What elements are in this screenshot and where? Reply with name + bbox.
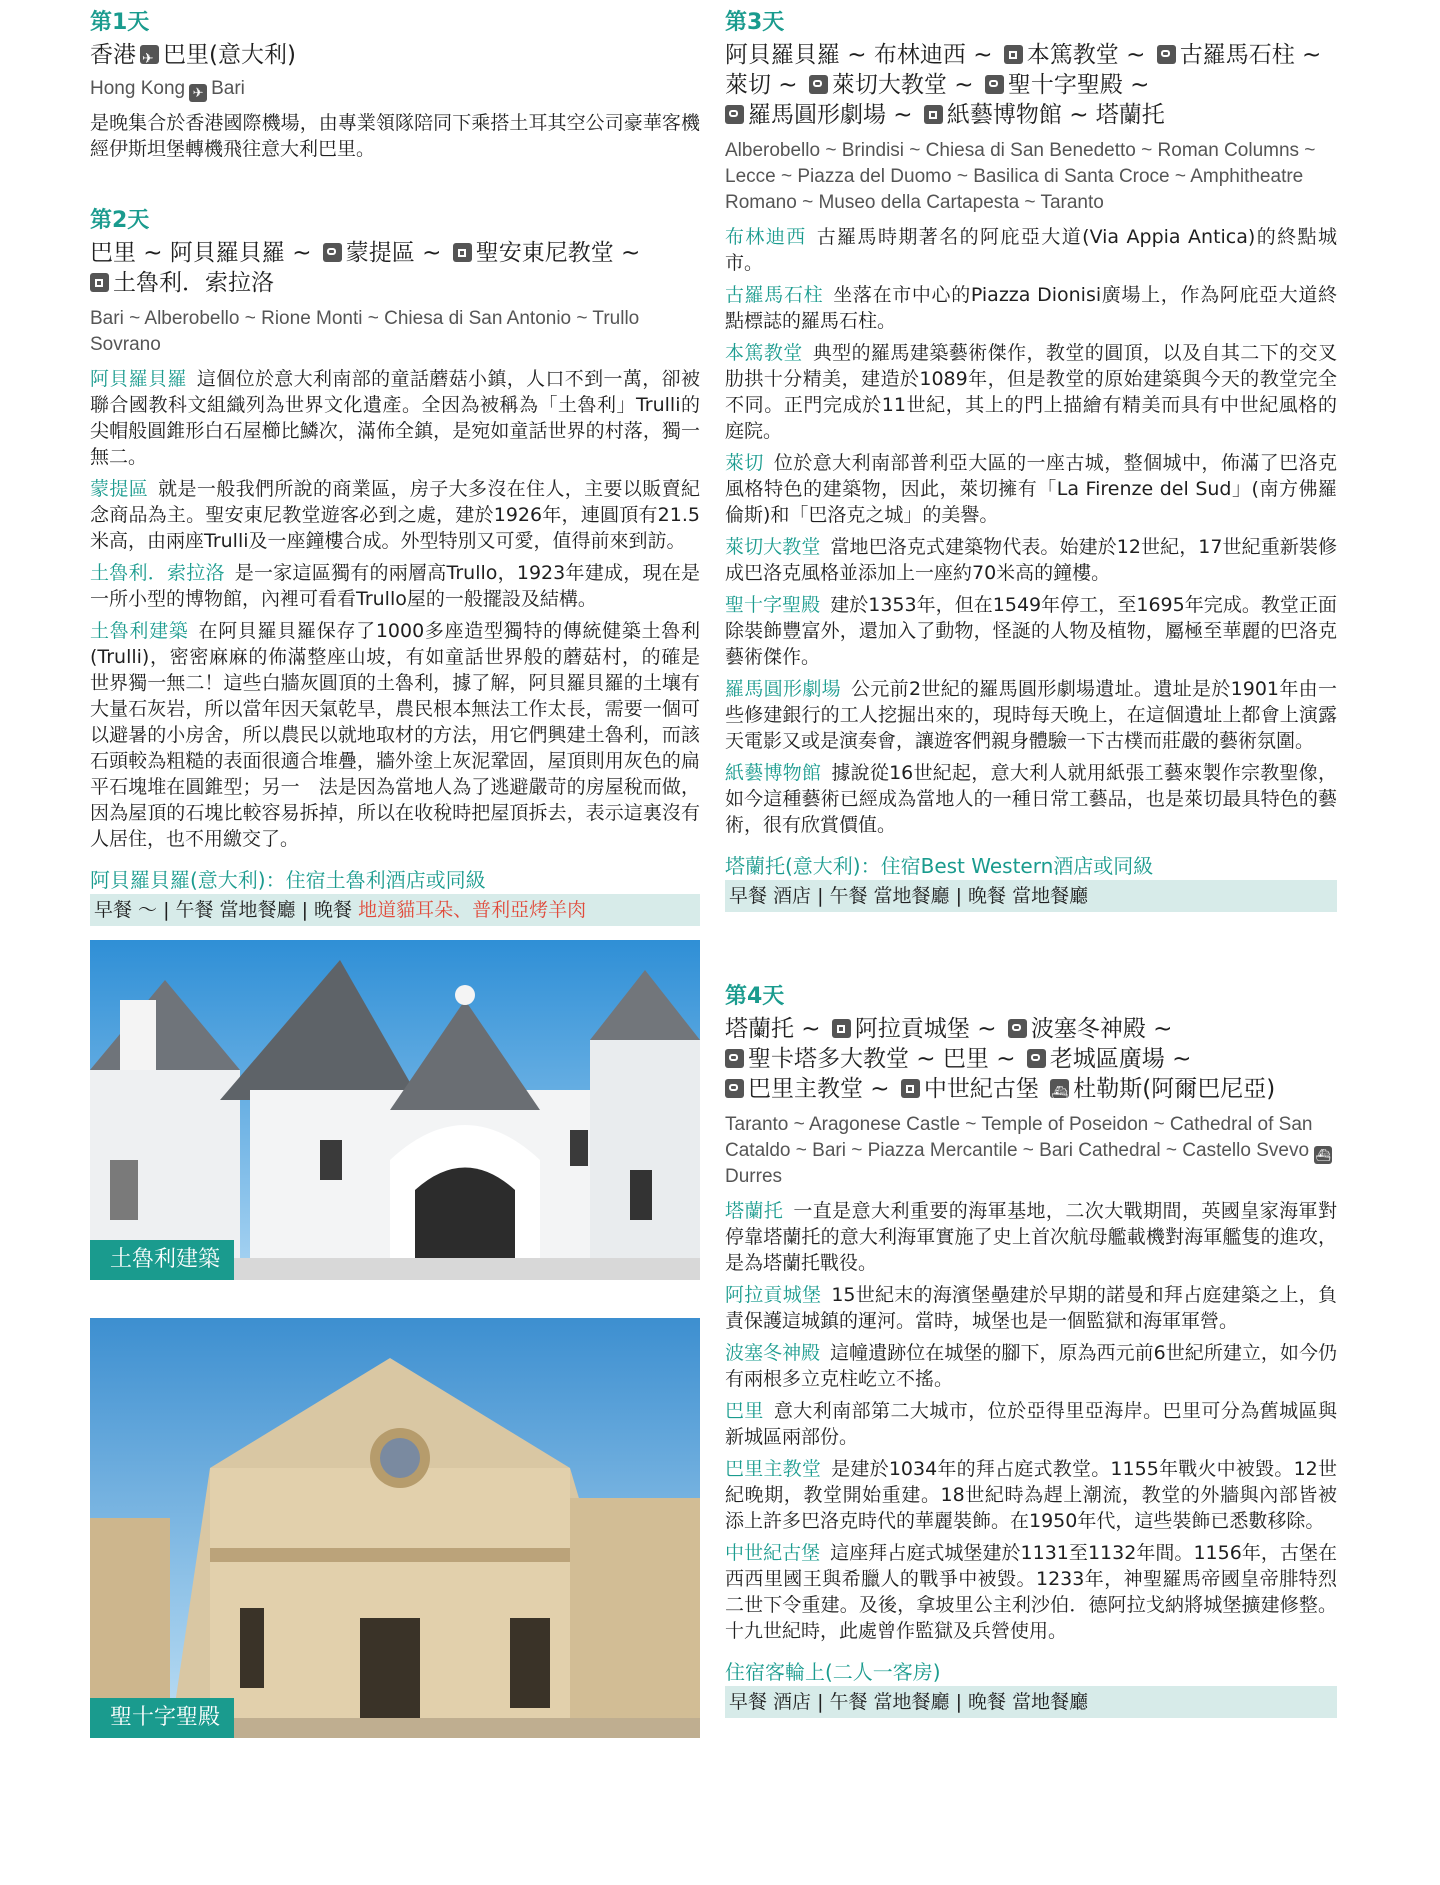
day3-route-part: 紙藝博物館 ~ 塔蘭托 [946,102,1165,128]
day2-route-part: 巴里 ~ 阿貝羅貝羅 ~ [90,240,312,266]
trulli-illustration [90,940,700,1280]
day3-item-title: 紙藝博物館 [725,762,822,784]
day4-item-title: 巴里 [725,1400,764,1422]
day1-en-to: Bari [211,78,245,99]
right-column [725,0,1337,1718]
day2-item-title: 阿貝羅貝羅 [90,368,187,390]
day4-route-part: 巴里主教堂 ~ [748,1076,890,1102]
day4-item-text: 意大利南部第二大城市，位於亞得里亞海岸。巴里可分為舊城區與新城區兩部份。 [725,1400,1337,1448]
day2-item [90,618,700,852]
day3-item-title: 布林迪西 [725,226,807,248]
day2-heading: 第2天 [90,208,150,233]
plane-icon [140,45,159,64]
day3-item-text: 典型的羅馬建築藝術傑作，教堂的圓頂，以及自其二下的交叉肋拱十分精美，建造於1089年，但是教堂的原始建築與今天的教堂完全不同。正門完成於11世紀，其上的門上描繪有精美而具有中世紀風格的庭院。 [725,342,1337,442]
day3-item-text: 公元前2世紀的羅馬圓形劇場遺址。遺址是於1901年由一些修建銀行的工人挖掘出來的，現時每天晚上，在這個遺址上都會上演露天電影又或是演奏會，讓遊客們親身體驗一下古樸而莊嚴的藝術氛圍。 [725,678,1337,752]
ship-icon [1050,1079,1069,1098]
day3-item-text: 坐落在市中心的Piazza Dionisi廣場上，作為阿庇亞大道終點標誌的羅馬石柱。 [725,284,1337,332]
day4-route-part: 杜勒斯(阿爾巴尼亞) [1073,1076,1276,1102]
day2-section [90,206,700,1738]
day3-route-part: 萊切 ~ [725,72,798,98]
day4-route-en-end: Durres [725,1166,783,1187]
day3-item-title: 本篤教堂 [725,342,803,364]
day3-route-part: 羅馬圓形劇場 ~ [748,102,913,128]
day2-item-title: 土魯利．索拉洛 [90,562,225,584]
day3-route-part: 阿貝羅貝羅 ~ 布林迪西 ~ [725,42,993,68]
day4-route-part: 老城區廣場 ~ [1049,1046,1192,1072]
day2-item-text: 這個位於意大利南部的童話蘑菇小鎮，人口不到一萬，卻被聯合國教科文組織列為世界文化遺產。全因為被稱為「土魯利」Trulli的尖帽般圓錐形白石屋櫛比鱗次，滿佈全鎮，是宛如童話世界的村落，獨一無二。 [90,368,700,468]
day3-item [725,224,1337,276]
day2-item [90,476,700,554]
day1-route-en [90,76,700,102]
day3-heading: 第3天 [725,10,785,35]
day4-route-part: 阿拉貢城堡 ~ [854,1016,997,1042]
day3-item [725,592,1337,670]
day4-route-en [725,1112,1337,1190]
day2-item-title: 土魯利建築 [90,620,189,642]
day4-item-title: 巴里主教堂 [725,1458,822,1480]
day3-accommodation: 塔蘭托(意大利)：住宿Best Western酒店或同級 [725,854,1154,878]
day2-item-text: 是一家這區獨有的兩層高Trullo，1923年建成，現在是一所小型的博物館，內裡可看看Trullo屋的一般擺設及結構。 [90,562,700,610]
day1-heading: 第1天 [90,10,150,35]
camera-icon [1157,45,1176,64]
day2-route [90,238,700,298]
day4-item [725,1198,1337,1276]
day3-item-title: 古羅馬石柱 [725,284,824,306]
day4-route-en-main: Taranto ~ Aragonese Castle ~ Temple of Poseidon ~ Cathedral of San Cataldo ~ Bari ~ Piazza Mercantile ~ Bari Cathedral ~ Castello Svevo [725,1114,1313,1161]
day2-accommodation: 阿貝羅貝羅(意大利)：住宿土魯利酒店或同級 [90,868,486,892]
day3-route-part: 本篤教堂 ~ [1026,42,1146,68]
day4-meals: 早餐 酒店 | 午餐 當地餐廳 | 晚餐 當地餐廳 [725,1686,1337,1718]
day4-item-title: 中世紀古堡 [725,1542,821,1564]
day2-meals [90,894,700,926]
day4-section [725,982,1337,1718]
day3-item-title: 聖十字聖殿 [725,594,821,616]
day3-route-part: 古羅馬石柱 ~ [1179,42,1322,68]
day3-item [725,282,1337,334]
day4-heading: 第4天 [725,984,785,1009]
day3-section [725,8,1337,912]
day3-route-en: Alberobello ~ Brindisi ~ Chiesa di San Benedetto ~ Roman Columns ~ Lecce ~ Piazza del Duomo ~ Basilica di Santa Croce ~ Amphitheatre Romano ~ Museo della Cartapesta ~ Taranto [725,140,1316,213]
day4-item [725,1456,1337,1534]
day4-item [725,1398,1337,1450]
day2-item-text: 在阿貝羅貝羅保存了1000多座造型獨特的傳統健築土魯利(Trulli)，密密麻麻的佈滿整座山坡，有如童話世界般的蘑菇村，的確是世界獨一無二！這些白牆灰圓頂的土魯利，據了解，阿貝羅貝羅的土壤有大量石灰岩，所以當年因天氣乾旱，農民根本無法工作太長，需要一個可以避暑的小房舍，所以農民以就地取材的方法，用它們興建土魯利，而該石頭較為粗糙的表面很適合堆疊，牆外塗上灰泥鞏固，屋頂則用灰色的扁平石塊堆在圓錐型；另一 法是因為當地人為了逃避嚴苛的房屋稅而做，因為屋頂的石塊比較容易拆掉，所以在收稅時把屋頂拆去，表示這裏沒有人居住，也不用繳交了。 [90,620,700,850]
camera-icon [323,243,342,262]
day3-item-title: 萊切 [725,452,764,474]
day3-item [725,450,1337,528]
day4-accommodation: 住宿客輪上(二人一客房) [725,1660,941,1684]
camera-icon [725,105,744,124]
day4-item-text: 一直是意大利重要的海軍基地，二次大戰期間，英國皇家海軍對停靠塔蘭托的意大利海軍實施了史上首次航母艦載機對海軍艦隻的進攻，是為塔蘭托戰役。 [725,1200,1337,1274]
day3-route-part: 萊切大教堂 ~ [831,72,974,98]
day4-route-part: 聖卡塔多大教堂 ~ 巴里 ~ [748,1046,1016,1072]
ship-icon: ⛴ [1315,1148,1331,1162]
day4-item-title: 波塞冬神殿 [725,1342,821,1364]
day2-route-part: 蒙提區 ~ [345,240,442,266]
building-icon [1004,45,1023,64]
day3-item-text: 建於1353年，但在1549年停工，至1695年完成。教堂正面除裝飾豐富外，還加入了動物，怪誕的人物及植物，屬極至華麗的巴洛克藝術傑作。 [725,594,1337,668]
day3-item [725,340,1337,444]
day4-item [725,1282,1337,1334]
day3-item [725,760,1337,838]
day1-route-from: 香港 [90,42,136,68]
left-column [90,0,700,1738]
building-icon [924,105,943,124]
building-icon [832,1019,851,1038]
day2-item-title: 蒙提區 [90,478,149,500]
camera-icon [725,1049,744,1068]
day3-item-title: 萊切大教堂 [725,536,821,558]
day2-meals-text: 早餐 ～ | 午餐 當地餐廳 | 晚餐 [94,899,353,921]
building-icon [90,273,109,292]
day3-item-text: 據說從16世紀起，意大利人就用紙張工藝來製作宗教聖像，如今這種藝術已經成為當地人的一種日常工藝品，也是萊切最具特色的藝術，很有欣賞價值。 [725,762,1337,836]
day3-item-text: 當地巴洛克式建築物代表。始建於12世紀，17世紀重新裝修成巴洛克風格並添加上一座約70米高的鐘樓。 [725,536,1337,584]
camera-icon [809,75,828,94]
day2-item [90,366,700,470]
building-icon [453,243,472,262]
day4-item-text: 這座拜占庭式城堡建於1131至1132年間。1156年，古堡在西西里國王與希臘人的戰爭中被毀。1233年，神聖羅馬帝國皇帝腓特烈二世下令重建。及後，拿坡里公主利沙伯．德阿拉戈納將城堡擴建修整。十九世紀時，此處曾作監獄及兵營使用。 [725,1542,1337,1642]
day3-item-text: 古羅馬時期著名的阿庇亞大道(Via Appia Antica)的終點城市。 [725,226,1337,274]
day3-item-title: 羅馬圓形劇場 [725,678,841,700]
day1-en-from: Hong Kong [90,78,186,99]
day2-item [90,560,700,612]
day3-item-text: 位於意大利南部普利亞大區的一座古城，整個城中，佈滿了巴洛克風格特色的建築物，因此，萊切擁有「La Firenze del Sud」(南方佛羅倫斯)和「巴洛克之城」的美譽。 [725,452,1337,526]
day3-meals: 早餐 酒店 | 午餐 當地餐廳 | 晚餐 當地餐廳 [725,880,1337,912]
camera-icon [725,1079,744,1098]
camera-icon [1008,1019,1027,1038]
day2-route-part: 土魯利．索拉洛 [113,270,274,296]
camera-icon [985,75,1004,94]
day1-section [90,8,700,162]
basilica-illustration [90,1318,700,1738]
day3-route-part: 聖十字聖殿 ~ [1007,72,1150,98]
day4-route-part: 塔蘭托 ~ [725,1016,821,1042]
trulli-photo-caption: 土魯利建築 [90,1240,234,1280]
day3-route [725,40,1337,130]
day1-route-to: 巴里(意大利) [163,42,296,68]
camera-icon [1027,1049,1046,1068]
day2-route-part: 聖安東尼教堂 ~ [475,240,641,266]
plane-icon: ✈ [189,84,207,102]
day4-item-text: 15世紀末的海濱堡壘建於早期的諾曼和拜占庭建築之上，負責保護這城鎮的運河。當時，城堡也是一個監獄和海軍軍營。 [725,1284,1337,1332]
day4-route-part: 中世紀古堡 [923,1076,1039,1102]
basilica-photo [90,1318,700,1738]
building-icon [901,1079,920,1098]
day2-meals-special: 地道貓耳朵、普利亞烤羊肉 [358,899,587,921]
day4-item [725,1340,1337,1392]
basilica-photo-caption: 聖十字聖殿 [90,1698,234,1738]
day3-item [725,534,1337,586]
day2-item-text: 就是一般我們所說的商業區，房子大多沒在住人，主要以販賣紀念商品為主。聖安東尼教堂遊客必到之處，建於1926年，連圓頂有21.5米高，由兩座Trulli及一座鐘樓合成。外型特別又可愛，值得前來到訪。 [90,478,700,552]
day4-route [725,1014,1337,1104]
day4-item-title: 阿拉貢城堡 [725,1284,822,1306]
day3-item [725,676,1337,754]
day1-description: 是晚集合於香港國際機場，由專業領隊陪同下乘搭土耳其空公司豪華客機經伊斯坦堡轉機飛往意大利巴里。 [90,112,700,160]
day4-route-part: 波塞冬神殿 ~ [1030,1016,1173,1042]
day1-route [90,40,700,70]
day4-item-title: 塔蘭托 [725,1200,784,1222]
day4-item [725,1540,1337,1644]
day2-route-en: Bari ~ Alberobello ~ Rione Monti ~ Chiesa di San Antonio ~ Trullo Sovrano [90,308,640,355]
day4-item-text: 是建於1034年的拜占庭式教堂。1155年戰火中被毀。12世紀晚期，教堂開始重建。18世紀時為趕上潮流，教堂的外牆與內部皆被添上許多巴洛克時代的華麗裝飾。在1950年代，這些裝飾已悉數移除。 [725,1458,1337,1532]
day4-item-text: 這幢遺跡位在城堡的腳下，原為西元前6世紀所建立，如今仍有兩根多立克柱屹立不搖。 [725,1342,1337,1390]
trulli-photo [90,940,700,1280]
